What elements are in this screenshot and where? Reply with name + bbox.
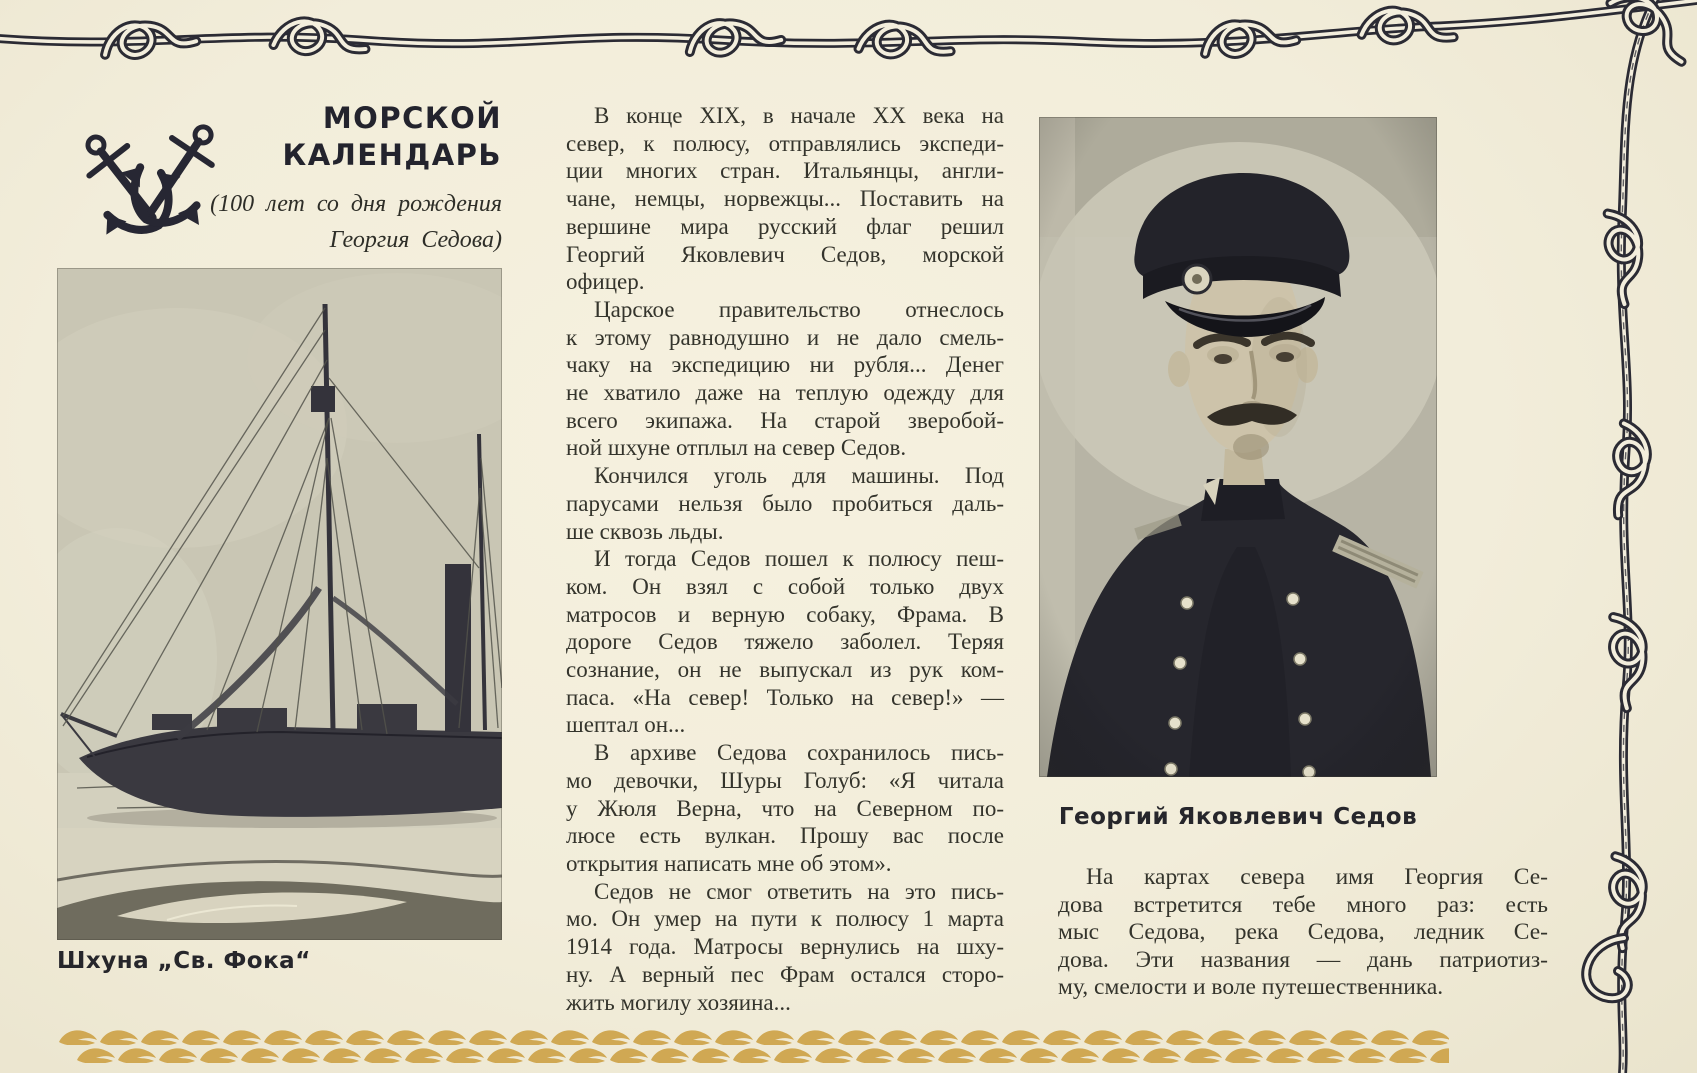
text-line: парусами нельзя было пробиться даль- [566,490,1004,516]
article-column [566,102,1004,1016]
text-line: ше сквозь льды. [566,518,724,544]
text-line: вершине мира русский флаг решил [566,213,1004,239]
text-line: ной шхуне отплыл на север Седов. [566,435,907,461]
paragraph [566,739,1004,878]
text-line: В архиве Седова сохранилось пись- [594,740,1004,766]
text-line: север, к полюсу, отправлялись экспеди- [566,130,1004,156]
text-line: чане, немцы, норвежцы... Поставить на [566,186,1004,212]
section-subtitle-line1: (100 лет со дня рождения [210,191,502,217]
text-line: Царское правительство отнеслось [594,296,1004,322]
section-title [278,100,502,174]
text-line: Седов не смог ответить на это пись- [594,878,1004,904]
text-line: Георгий Яковлевич Седов, морской [566,241,1004,267]
text-line: у Жюля Верна, что на Северном по- [566,795,1004,821]
text-line: И тогда Седов пошел к полюсу пеш- [594,546,1004,572]
text-line: шептал он... [566,712,686,738]
text-line: Кончился уголь для машины. Под [594,463,1004,489]
text-line: открытия написать мне об этом». [566,850,892,876]
text-line: люсе есть вулкан. Прошу вас после [566,823,1004,849]
section-title-line2: КАЛЕНДАРЬ [282,138,502,172]
paragraph [566,296,1004,462]
text-line: му, смелости и воле путешественника. [1058,974,1444,1001]
section-title-line1: МОРСКОЙ [322,101,502,135]
text-line: ком. Он взял с собой только двух [566,573,1004,599]
ship-photo-caption: Шхуна „Св. Фока“ [57,948,311,974]
sedov-portrait-photo [1039,117,1437,777]
text-line: мыс Седова, река Седова, ледник Се- [1058,919,1548,946]
text-line: офицер. [566,269,645,295]
text-line: сознание, он не выпускал из рук ком- [566,657,1004,683]
paragraph [566,545,1004,739]
rope-knot-border-top-icon [0,0,1697,74]
text-line: мо девочки, Шуры Голуб: «Я читала [566,767,1004,793]
text-line: В конце XIX, в начале XX века на [594,103,1004,128]
portrait-photo-caption: Георгий Яковлевич Седов [1058,804,1418,830]
text-line: ну. А верный пес Фрам остался сторо- [566,961,1004,987]
text-line: к этому равнодушно и не дало смель- [566,324,1004,350]
text-line: паса. «На север! Только на север!» — [566,684,1004,710]
text-line: 1914 года. Матросы вернулись на шху- [566,934,1004,960]
text-line: мо. Он умер на пути к полюсу 1 марта [566,906,1004,932]
text-line: дороге Седов тяжело заболел. Теряя [566,629,1004,655]
text-line: всего экипажа. На старой зверобой- [566,407,1004,433]
paragraph [566,878,1004,1017]
paragraph [566,462,1004,545]
text-line: дова встретится тебе много раз: есть [1058,891,1548,918]
gold-wave-border-icon [57,1028,1449,1065]
text-line: ции многих стран. Итальянцы, англи- [566,158,1004,184]
text-line: не хватило даже на теплую одежду для [566,380,1004,406]
text-line: дова. Эти названия — дань патриотиз- [1058,946,1548,973]
paragraph [1058,864,1548,1002]
paragraph [566,102,1004,296]
sidebar-column [1058,864,1548,1002]
text-line: матросов и верную собаку, Фрама. В [566,601,1004,627]
text-line: На картах севера имя Георгия Се- [1086,864,1548,890]
section-subtitle-line2: Георгия Седова) [329,227,502,253]
text-line: жить могилу хозяина... [566,989,791,1015]
text-line: чаку на экспедицию ни рубля... Денег [566,352,1004,378]
schooner-photo [57,268,502,940]
section-subtitle [180,186,502,258]
